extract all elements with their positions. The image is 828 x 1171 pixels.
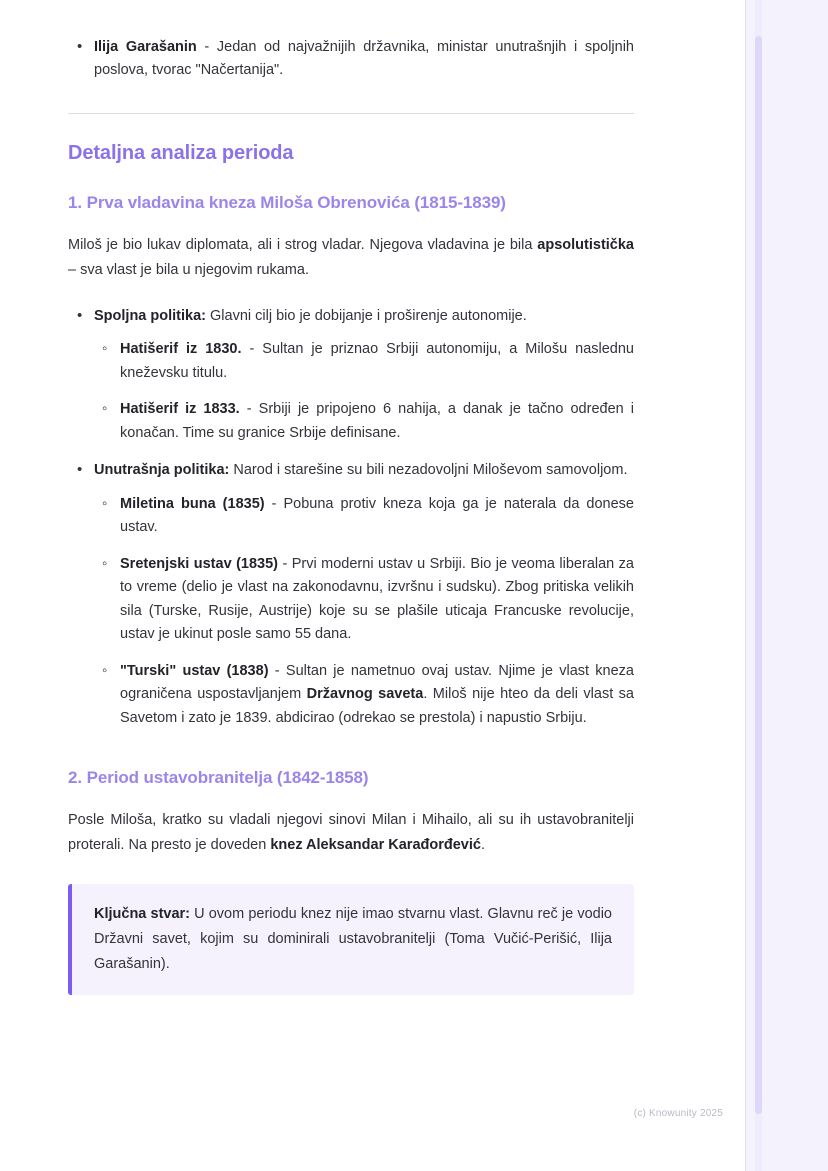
sub-list (94, 493, 634, 730)
sub-list (94, 338, 634, 445)
group-term: Unutrašnja politika: (94, 462, 230, 479)
sub-item-term: Sretenjski ustav (1835) (120, 555, 279, 572)
list-item (94, 553, 634, 647)
list-item (68, 459, 634, 730)
scrollbar-thumb[interactable] (755, 36, 762, 1114)
sub-item-text-bold: Državnog saveta (306, 686, 424, 703)
copyright-footer: (c) Knowunity 2025 (633, 1108, 723, 1119)
list-item (94, 398, 634, 445)
sub-item-text: - Prvi moderni ustav u Srbiji. Bio je veoma liberalan za to vreme (delio je vlast na zakonodavnu, izvršnu i sudsku). Zbog pritiska velikih sila (Turske, Rusije, Austrije) koje su se plašile uticaja Francuske revolucije, ustav je ukinut posle samo 55 dana. (120, 555, 634, 643)
paragraph-post: . (480, 837, 485, 854)
sub-item-term: Hatišerif iz 1830. (120, 341, 242, 358)
callout-text (94, 902, 612, 977)
intro-post: – sva vlast je bila u njegovim rukama. (68, 261, 309, 278)
section-heading-2: 2. Period ustavobranitelja (1842-1858) (68, 768, 369, 788)
group-term: Spoljna politika: (94, 307, 206, 324)
top-bullet-list (68, 36, 634, 83)
section-1-intro (68, 233, 634, 283)
section-2-paragraph (68, 808, 634, 858)
document-content (68, 36, 634, 1005)
group-text: Glavni cilj bio je dobijanje i proširenje autonomije. (205, 307, 527, 324)
list-item (68, 36, 634, 83)
list-item-text: - Jedan od najvažnijih državnika, ministar unutrašnjih i spoljnih poslova, tvorac "Načertanija". (94, 39, 634, 79)
sub-item-text-post: . Miloš nije hteo da deli vlast sa Savetom i zato je 1839. abdicirao (odrekao se prestola) i napustio Srbiju. (120, 686, 634, 726)
callout-body: U ovom periodu knez nije imao stvarnu vlast. Glavnu reč je vodio Državni savet, kojim su dominirali ustavobranitelji (Toma Vučić-Perišić, Ilija Garašanin). (94, 905, 612, 972)
intro-bold: apsolutistička (537, 236, 634, 253)
callout-box (68, 884, 634, 995)
list-item (94, 660, 634, 730)
list-item (94, 338, 634, 385)
list-item (94, 493, 634, 540)
panel-divider (745, 0, 746, 1171)
sub-item-term: "Turski" ustav (1838) (120, 662, 269, 679)
sub-item-term: Hatišerif iz 1833. (120, 401, 240, 418)
intro-pre: Miloš je bio lukav diplomata, ali i strog vladar. Njegova vladavina je bila (68, 236, 538, 253)
divider (68, 113, 634, 114)
list-item (68, 305, 634, 445)
sub-item-text: - Srbiji je pripojeno 6 nahija, a danak je tačno određen i konačan. Time su granice Srbije definisane. (120, 401, 634, 441)
list-item-term: Ilija Garašanin (94, 39, 197, 55)
sub-item-term: Miletina buna (1835) (120, 495, 265, 512)
callout-label: Ključna stvar: (94, 905, 190, 922)
paragraph-bold: knez Aleksandar Karađorđević (270, 837, 481, 854)
paragraph-pre: Posle Miloša, kratko su vladali njegovi sinovi Milan i Mihailo, ali su ih ustavobranitelji proterali. Na presto je doveden (68, 812, 634, 854)
section-1-groups (68, 305, 634, 730)
sub-item-text: - Pobuna protiv kneza koja ga je naterala da donese ustav. (120, 495, 634, 536)
group-text: Narod i starešine su bili nezadovoljni Miloševom samovoljom. (229, 462, 628, 479)
page-title: Detaljna analiza perioda (68, 141, 294, 164)
section-heading-1: 1. Prva vladavina kneza Miloša Obrenovića (1815-1839) (68, 192, 506, 212)
sub-item-text-pre: - Sultan je nametnuo ovaj ustav. Njime je vlast kneza ograničena uspostavljanjem (120, 662, 634, 703)
sub-item-text: - Sultan je priznao Srbiji autonomiju, a Milošu naslednu kneževsku titulu. (120, 341, 634, 381)
